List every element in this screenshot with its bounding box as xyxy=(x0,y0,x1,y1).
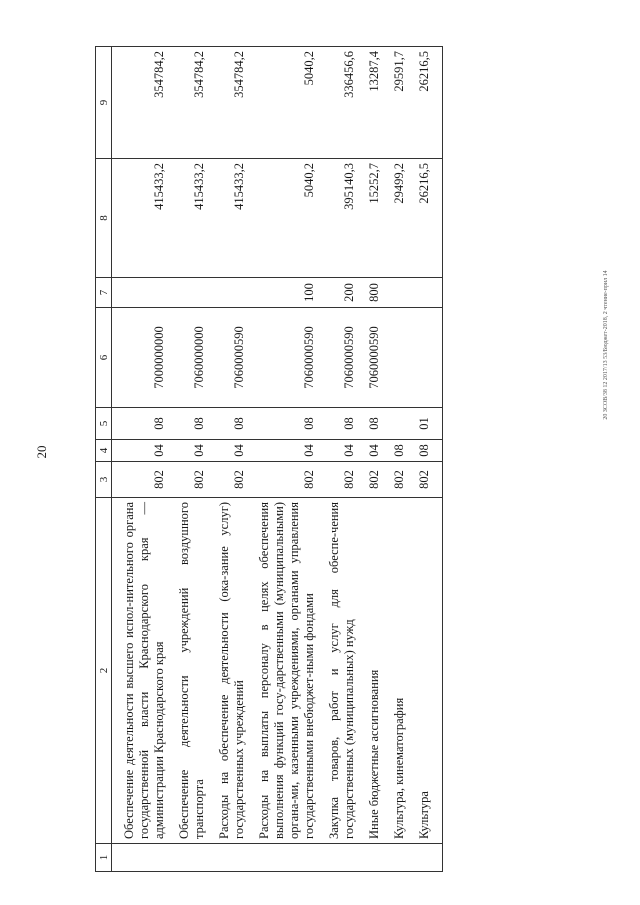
header-col-1: 1 xyxy=(96,844,112,872)
cell-c6 xyxy=(417,308,432,408)
cell-c4: 04 xyxy=(257,440,317,462)
cell-c7: 100 xyxy=(257,278,317,308)
header-col-4: 4 xyxy=(96,440,112,462)
cell-c5: 08 xyxy=(177,408,207,440)
cell-c4: 08 xyxy=(392,440,407,462)
cell-c3: 802 xyxy=(177,462,207,498)
row-name: Расходы на обеспечение деятельности (ока-зание услуг) государственных учреждений xyxy=(217,498,247,844)
cell-c9: 354784,2 xyxy=(122,47,167,159)
cell-c5 xyxy=(392,408,407,440)
cell-c7: 800 xyxy=(367,278,382,308)
cell-c8: 29499,2 xyxy=(392,159,407,278)
cell-c6: 7060000590 xyxy=(367,308,382,408)
header-col-6: 6 xyxy=(96,308,112,408)
cell-c8: 395140,3 xyxy=(327,159,357,278)
cell-c7 xyxy=(392,278,407,308)
cell-c9: 26216,5 xyxy=(417,47,432,159)
budget-table-container xyxy=(95,47,600,872)
cell-c3: 802 xyxy=(392,462,407,498)
cell-c6: 7060000590 xyxy=(217,308,247,408)
cell-c7 xyxy=(417,278,432,308)
cell-c9: 5040,2 xyxy=(257,47,317,159)
cell-c7 xyxy=(217,278,247,308)
header-col-5: 5 xyxy=(96,408,112,440)
cell-c8: 15252,7 xyxy=(367,159,382,278)
table-row xyxy=(327,47,357,872)
table-row xyxy=(177,47,207,872)
table-row xyxy=(122,47,167,872)
header-col-9: 9 xyxy=(96,47,112,159)
cell-c3: 802 xyxy=(367,462,382,498)
cell-c7: 200 xyxy=(327,278,357,308)
cell-c4: 08 xyxy=(417,440,432,462)
cell-c4: 04 xyxy=(327,440,357,462)
header-row xyxy=(96,47,112,872)
table-row xyxy=(367,47,382,872)
cell-c4: 04 xyxy=(217,440,247,462)
row-name: Культура, кинематография xyxy=(392,498,407,844)
cell-c9: 29591,7 xyxy=(392,47,407,159)
row-name: Закупка товаров, работ и услуг для обеспе-чения государственных (муниципальных) нужд xyxy=(327,498,357,844)
cell-c6: 7060000590 xyxy=(257,308,317,408)
cell-c6: 7060000590 xyxy=(327,308,357,408)
table-row xyxy=(217,47,247,872)
footer-note: 20 ЗСОВ/38 12 2017/13 53/Бюджет-2018, 2 чтение-прил 14 xyxy=(603,270,609,420)
header-col-7: 7 xyxy=(96,278,112,308)
cell-c5: 08 xyxy=(257,408,317,440)
cell-c8: 5040,2 xyxy=(257,159,317,278)
row-name: Культура xyxy=(417,498,432,844)
cell-c6: 7000000000 xyxy=(122,308,167,408)
cell-c6: 7060000000 xyxy=(177,308,207,408)
table-row xyxy=(417,47,432,872)
cell-c4: 04 xyxy=(177,440,207,462)
cell-c3: 802 xyxy=(327,462,357,498)
cell-c4: 04 xyxy=(367,440,382,462)
header-col-3: 3 xyxy=(96,462,112,498)
cell-c9: 354784,2 xyxy=(217,47,247,159)
cell-c5: 08 xyxy=(122,408,167,440)
cell-c3: 802 xyxy=(122,462,167,498)
cell-c7 xyxy=(122,278,167,308)
cell-c3: 802 xyxy=(417,462,432,498)
cell-c4: 04 xyxy=(122,440,167,462)
budget-table xyxy=(95,46,443,872)
cell-c3: 802 xyxy=(257,462,317,498)
row-name: Обеспечение деятельности высшего испол-нительного органа государственной власти Краснодарского края — администрации Краснодарского края xyxy=(122,498,167,844)
row-name: Обеспечение деятельности учреждений воздушного транспорта xyxy=(177,498,207,844)
row-name: Иные бюджетные ассигнования xyxy=(367,498,382,844)
row-name: Расходы на выплаты персоналу в целях обеспечения выполнения функций госу-дарственными (муниципальными) органа-ми, казенными учреждениями, органами управления государственными внебюджет-ными фондами xyxy=(257,498,317,844)
page-number: 20 xyxy=(34,445,49,459)
cell-c5: 08 xyxy=(367,408,382,440)
cell-c5: 08 xyxy=(327,408,357,440)
cell-c5: 01 xyxy=(417,408,432,440)
cell-c8: 415433,2 xyxy=(177,159,207,278)
cell-c9: 354784,2 xyxy=(177,47,207,159)
cell-c3: 802 xyxy=(217,462,247,498)
header-col-8: 8 xyxy=(96,159,112,278)
cell-c6 xyxy=(392,308,407,408)
header-col-2: 2 xyxy=(96,498,112,844)
cell-c8: 415433,2 xyxy=(217,159,247,278)
cell-c5: 08 xyxy=(217,408,247,440)
cell-c9: 336456,6 xyxy=(327,47,357,159)
cell-c8: 415433,2 xyxy=(122,159,167,278)
table-row xyxy=(257,47,317,872)
cell-c7 xyxy=(177,278,207,308)
cell-c9: 13287,4 xyxy=(367,47,382,159)
table-row xyxy=(392,47,407,872)
cell-c8: 26216,5 xyxy=(417,159,432,278)
